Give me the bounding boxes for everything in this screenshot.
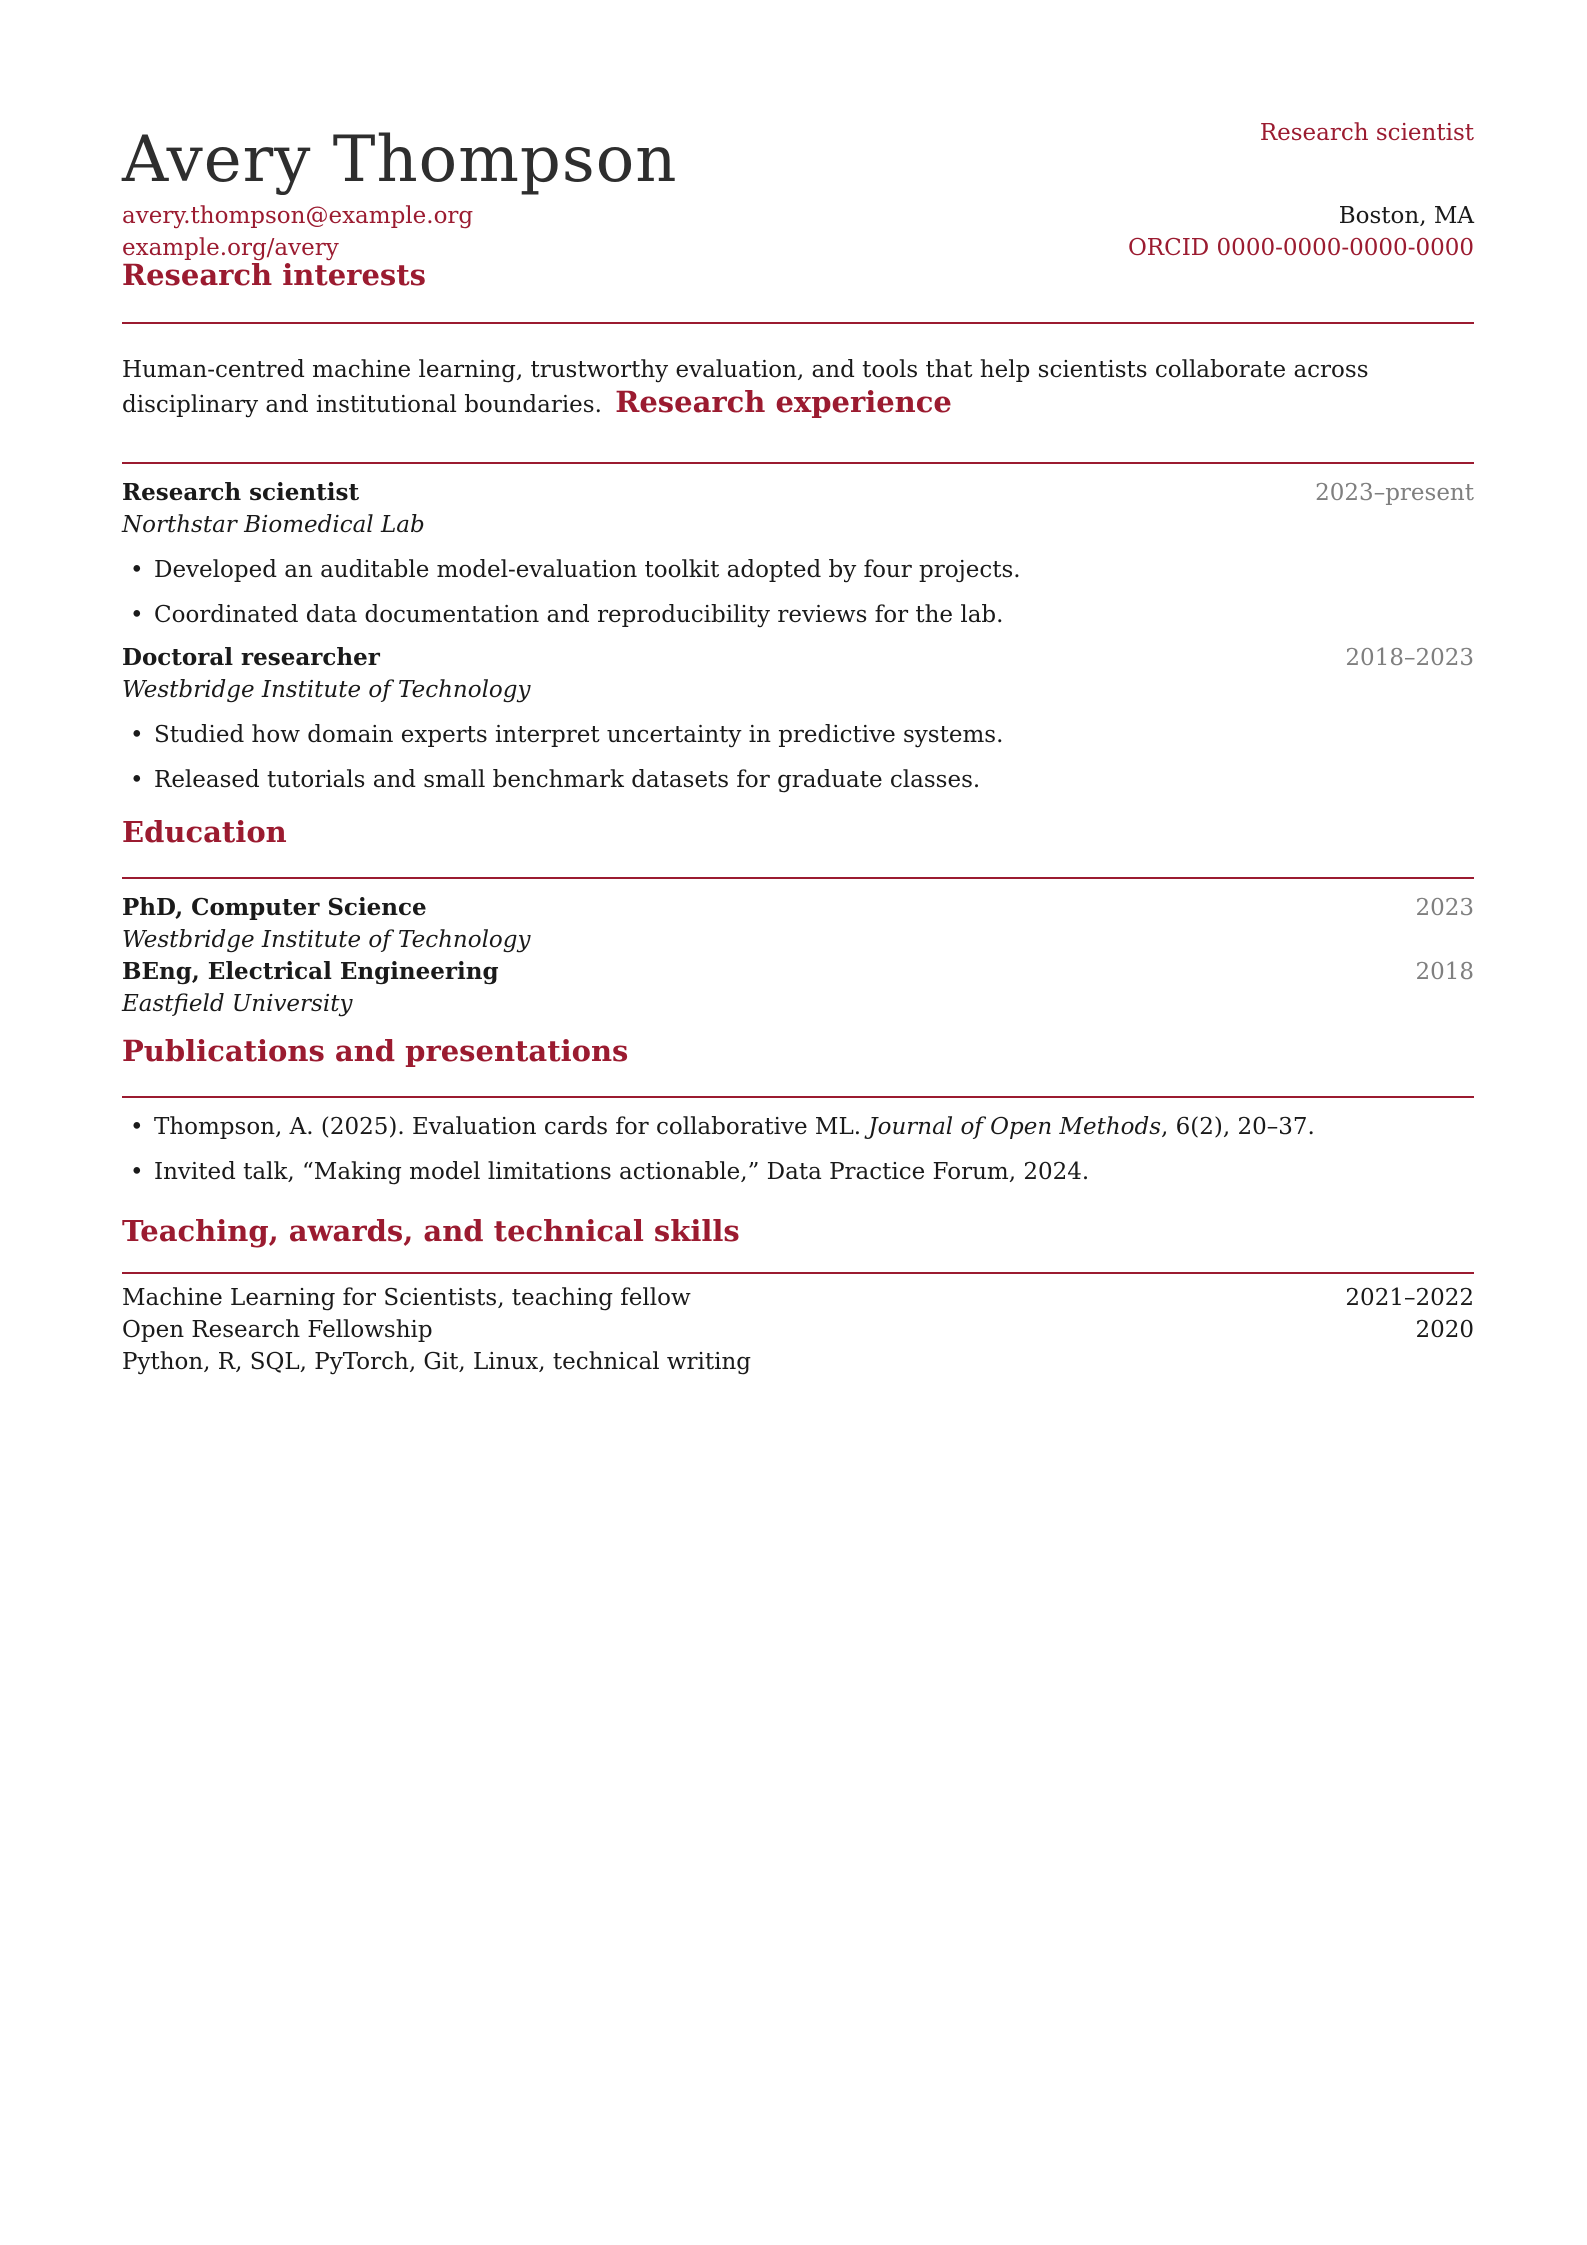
contact-right [1128, 200, 1474, 264]
entry-role: Doctoral researcher [122, 644, 380, 671]
skills-row-text: Open Research Fellowship [122, 1317, 433, 1343]
section-divider [122, 1096, 1474, 1098]
skills-row [122, 1314, 1474, 1346]
skills-section [122, 1214, 1474, 1378]
entry-role: Research scientist [122, 479, 360, 506]
education-entry [122, 892, 1474, 956]
publication-item [122, 1111, 1474, 1143]
publication-item [122, 1156, 1474, 1188]
skills-row-text: Machine Learning for Scientists, teaching fellow [122, 1285, 691, 1311]
skills-row [122, 1346, 1474, 1378]
publications-heading: Publications and presentations [122, 1034, 629, 1068]
website-link[interactable]: example.org/avery [122, 235, 339, 261]
job-title: Research scientist [1259, 120, 1474, 146]
education-heading: Education [122, 815, 287, 849]
interests-paragraph [122, 354, 1474, 421]
education-section [122, 815, 1474, 1020]
orcid-link[interactable]: ORCID 0000-0000-0000-0000 [1127, 235, 1474, 261]
interests-heading: Research interests [122, 258, 426, 292]
entry-school: Westbridge Institute of Technology [122, 927, 531, 953]
entry-dates: 2018–2023 [1345, 645, 1474, 671]
entry-org: Northstar Biomedical Lab [122, 512, 425, 538]
skills-row-text: Python, R, SQL, PyTorch, Git, Linux, technical writing [122, 1349, 752, 1375]
experience-entry [122, 642, 1474, 796]
cv-header [122, 0, 1474, 300]
section-divider [122, 322, 1474, 324]
section-divider [122, 877, 1474, 879]
skills-row-date: 2020 [1415, 1317, 1474, 1343]
list-item: • Released tutorials and small benchmark datasets for graduate classes. [122, 764, 1474, 796]
section-divider [122, 1272, 1474, 1274]
list-item: • Developed an auditable model-evaluation toolkit adopted by four projects. [122, 554, 1474, 586]
publications-section [122, 1034, 1474, 1188]
cv-page [122, 0, 1474, 1375]
list-item: • Studied how domain experts interpret uncertainty in predictive systems. [122, 719, 1474, 751]
skills-row-date: 2021–2022 [1345, 1285, 1474, 1311]
entry-degree: PhD, Computer Science [122, 894, 427, 921]
contact-left [122, 200, 473, 264]
skills-heading: Teaching, awards, and technical skills [122, 1214, 740, 1248]
experience-heading: Research experience [615, 385, 952, 419]
list-item: • Coordinated data documentation and reproducibility reviews for the lab. [122, 599, 1474, 631]
interests-text: Human-centred machine learning, trustworthy evaluation, and tools that help scientists collaborate across disciplinary and institutional boundaries. [122, 357, 1369, 418]
publication-list [122, 1111, 1474, 1188]
entry-degree: BEng, Electrical Engineering [122, 958, 499, 985]
entry-school: Eastfield University [122, 991, 353, 1017]
person-name: Avery Thompson [122, 123, 678, 197]
entry-year: 2018 [1415, 959, 1474, 985]
location: Boston, MA [1338, 203, 1474, 229]
interests-section [122, 258, 1474, 324]
entry-dates: 2023–present [1315, 480, 1474, 506]
experience-entry [122, 477, 1474, 631]
bullet-list [122, 554, 1474, 631]
entry-year: 2023 [1415, 895, 1474, 921]
skills-row [122, 1282, 1474, 1314]
journal-name: Journal of Open Methods [868, 1114, 1162, 1140]
publication-text: Thompson, A. (2025). Evaluation cards for collaborative ML. [154, 1114, 869, 1140]
email-link[interactable]: avery.thompson@example.org [122, 203, 474, 229]
education-entry [122, 956, 1474, 1020]
publication-text: Invited talk, “Making model limitations actionable,” Data Practice Forum, 2024. [154, 1159, 1090, 1185]
entry-org: Westbridge Institute of Technology [122, 677, 531, 703]
section-divider [122, 462, 1474, 464]
publication-details: , 6(2), 20–37. [1161, 1114, 1315, 1140]
bullet-list [122, 719, 1474, 796]
experience-section [122, 462, 1474, 796]
